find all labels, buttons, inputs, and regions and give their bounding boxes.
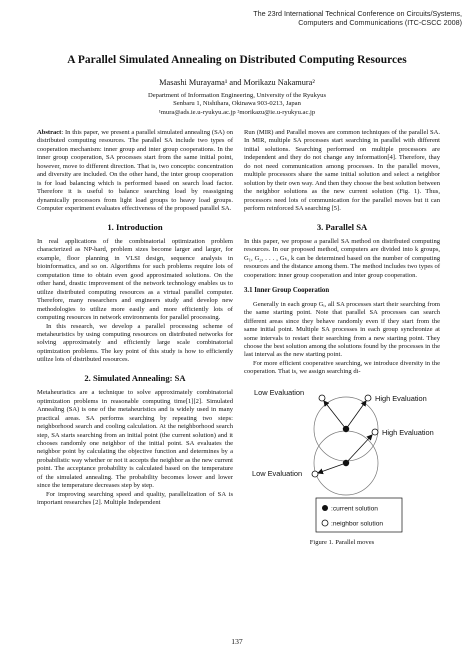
neighbor-solution-dot-4 — [312, 471, 318, 477]
affiliation — [0, 92, 474, 117]
abstract-text: : In this paper, we present a parallel simulated annealing (SA) on distributed computing resources. The parallel SA include two types of cooperation mechanism: inner group and inter group cooperations. In the inner group cooperation, SA processes start from the same initial point, however, move to different direction. That is, two concepts: concentration and diversity are included. On the other hand, the inter group cooperation is for load balancing which is performed based on search load factor. Therefore it is useful to balance searching load by reassigning dynamically processors from light load groups to heavy load groups. Computer experiment evaluates effectiveness of the proposed parallel SA. — [37, 129, 233, 213]
figure-caption: Figure 1. Parallel moves — [309, 538, 375, 546]
figure-parallel-moves — [244, 381, 440, 537]
left-column — [37, 129, 233, 508]
neighbor-solution-dot-3 — [372, 429, 378, 435]
legend-neighbor-label: :neighbor solution — [331, 520, 384, 528]
section-3-1-paragraph-1: Generally in each group Gᵢ, all SA processes start their searching from the same starting point. Note that parallel SA processes can search different areas since they behave randomly even if they start from the same initial point. Multiple SA processes in each group synchronize at some intervals to restart their searching from a new starting point. They choose the best solution among the solutions found by the processes in the last interval as the new starting point. — [244, 300, 440, 359]
paper-authors: Masashi Murayama¹ and Morikazu Nakamura² — [159, 78, 315, 87]
parallel-moves-diagram — [244, 381, 440, 537]
label-low-evaluation-bottom: Low Evaluation — [252, 468, 303, 478]
legend-neighbor-dot — [322, 520, 328, 526]
page-number: 137 — [231, 637, 243, 646]
conference-header — [212, 9, 462, 27]
conference-line-1: The 23rd International Technical Conference on Circuits/Systems, — [253, 9, 462, 18]
conference-line-2: Computers and Communications (ITC-CSCC 2008) — [298, 18, 462, 27]
move-arrow-3 — [346, 435, 372, 463]
neighbor-solution-dot-1 — [319, 395, 325, 401]
current-solution-dot-2 — [343, 460, 349, 466]
legend-current-label: :current solution — [331, 505, 378, 513]
right-column — [244, 129, 440, 547]
label-high-evaluation-mid: High Evaluation — [382, 427, 434, 437]
section-2-paragraph-2: For improving searching speed and quality, parallelization of SA is important researches [2]. Multiple Independent — [37, 490, 233, 507]
affiliation-line-3: ¹mura@ads.ie.u-ryukyu.ac.jp ²morikazu@ie.u-ryukyu.ac.jp — [158, 108, 316, 116]
section-3-1-heading: 3.1 Inner Group Cooperation — [244, 287, 330, 295]
section-1-paragraph-1: In real applications of the combinatorial optimization problem characterized as NP-hard, problem sizes become larger and larger, for example, floor planning in VLSI design, sequence analysis in bioinformatics, and so on. Algorithms for such problems require lots of computation time to obtain even good approximated solutions. On the other hand, drastic improvement of the network technology enables us to utilize distributed computing resources as a virtual parallel computer. Therefore, many researchers and engineers study and develop new methodologies to utilize more easily and more efficiently lots of computing resources in network environments for parallel processing. — [37, 237, 233, 322]
paper-title: A Parallel Simulated Annealing on Distributed Computing Resources — [67, 54, 407, 66]
current-solution-dot-1 — [343, 426, 349, 432]
section-2-heading: 2. Simulated Annealing: SA — [84, 372, 186, 383]
affiliation-line-2: Senbaru 1, Nishihara, Okinawa 903-0213, Japan — [173, 100, 301, 108]
move-arrow-1 — [324, 401, 346, 429]
legend-current-dot — [322, 505, 328, 511]
abstract — [37, 129, 233, 214]
move-arrow-2 — [346, 401, 366, 429]
section-1-paragraph-2: In this research, we develop a parallel processing scheme of metaheuristics by using computing resources on distributed networks for solving approximately and efficiently large scale combinatorial optimization problems. The key point of this study is how to efficiently utilize lots of distributed resources. — [37, 322, 233, 364]
neighbor-solution-dot-2 — [365, 395, 371, 401]
section-3-paragraph-1: In this paper, we propose a parallel SA method on distributed computing resources. In our proposed method, computers are divided into k groups, G₁, G₂, . . . , Gₖ, k can be determined based on the number of computing resources and the distance among them. The method includes two types of cooperation: inner group cooperation and inter group cooperation. — [244, 237, 440, 279]
label-low-evaluation-top: Low Evaluation — [254, 387, 305, 397]
section-1-heading: 1. Introduction — [107, 221, 163, 232]
affiliation-line-1: Department of Information Engineering, University of the Ryukyus — [147, 92, 327, 99]
abstract-label: Abstract — [37, 129, 62, 136]
section-3-heading: 3. Parallel SA — [316, 221, 368, 232]
parallel-moves-paragraph: Run (MIR) and Parallel moves are common techniques of the parallel SA. In MIR, multiple SA processes start searching in parallel with different initial solutions. Searching performed on multiple processors are independent and they do not change any information[4]. Therefore, thay do not need communication among processes. In the parallel moves, multiple processors share the same initial solution and select a neighbor solution by their own way. And then they choose the best solution between the neighbor solutions as the new current solution (Fig. 1). Thus, processors need lots of communication for the parallel moves but it can perform reinforced SA searching [5]. — [244, 129, 440, 213]
label-high-evaluation-top: High Evaluation — [375, 393, 427, 403]
section-3-1-paragraph-2: For more efficient cooperative searching, we introduce diversity in the cooperation. That is, we assign searching di- — [244, 359, 440, 376]
section-2-paragraph-1: Metaheuristics are a technique to solve approximately combinatorial optimization problems in reasonable computing time[1][2]. Simulated Annealing (SA) is one of the metaheuristics and is widely used in many practical areas. SA performs searching by repeating two steps: neighborhood search and cooling calculation. At the neighborhood search step, SA starts searching from an initial point (the current solution) and it chooses randomly one neighbor of the initial point. SA evaluates the neighbor point by calculating the objective function and determines by a probabilistic way whether or not it accepts the neighbor as the new current point. The acceptance probability is calculated based on the temperature of the simulated annealing. The probability becomes lower and lower since the temperature decreases step by step. — [37, 389, 233, 490]
move-arrow-4 — [318, 463, 346, 473]
